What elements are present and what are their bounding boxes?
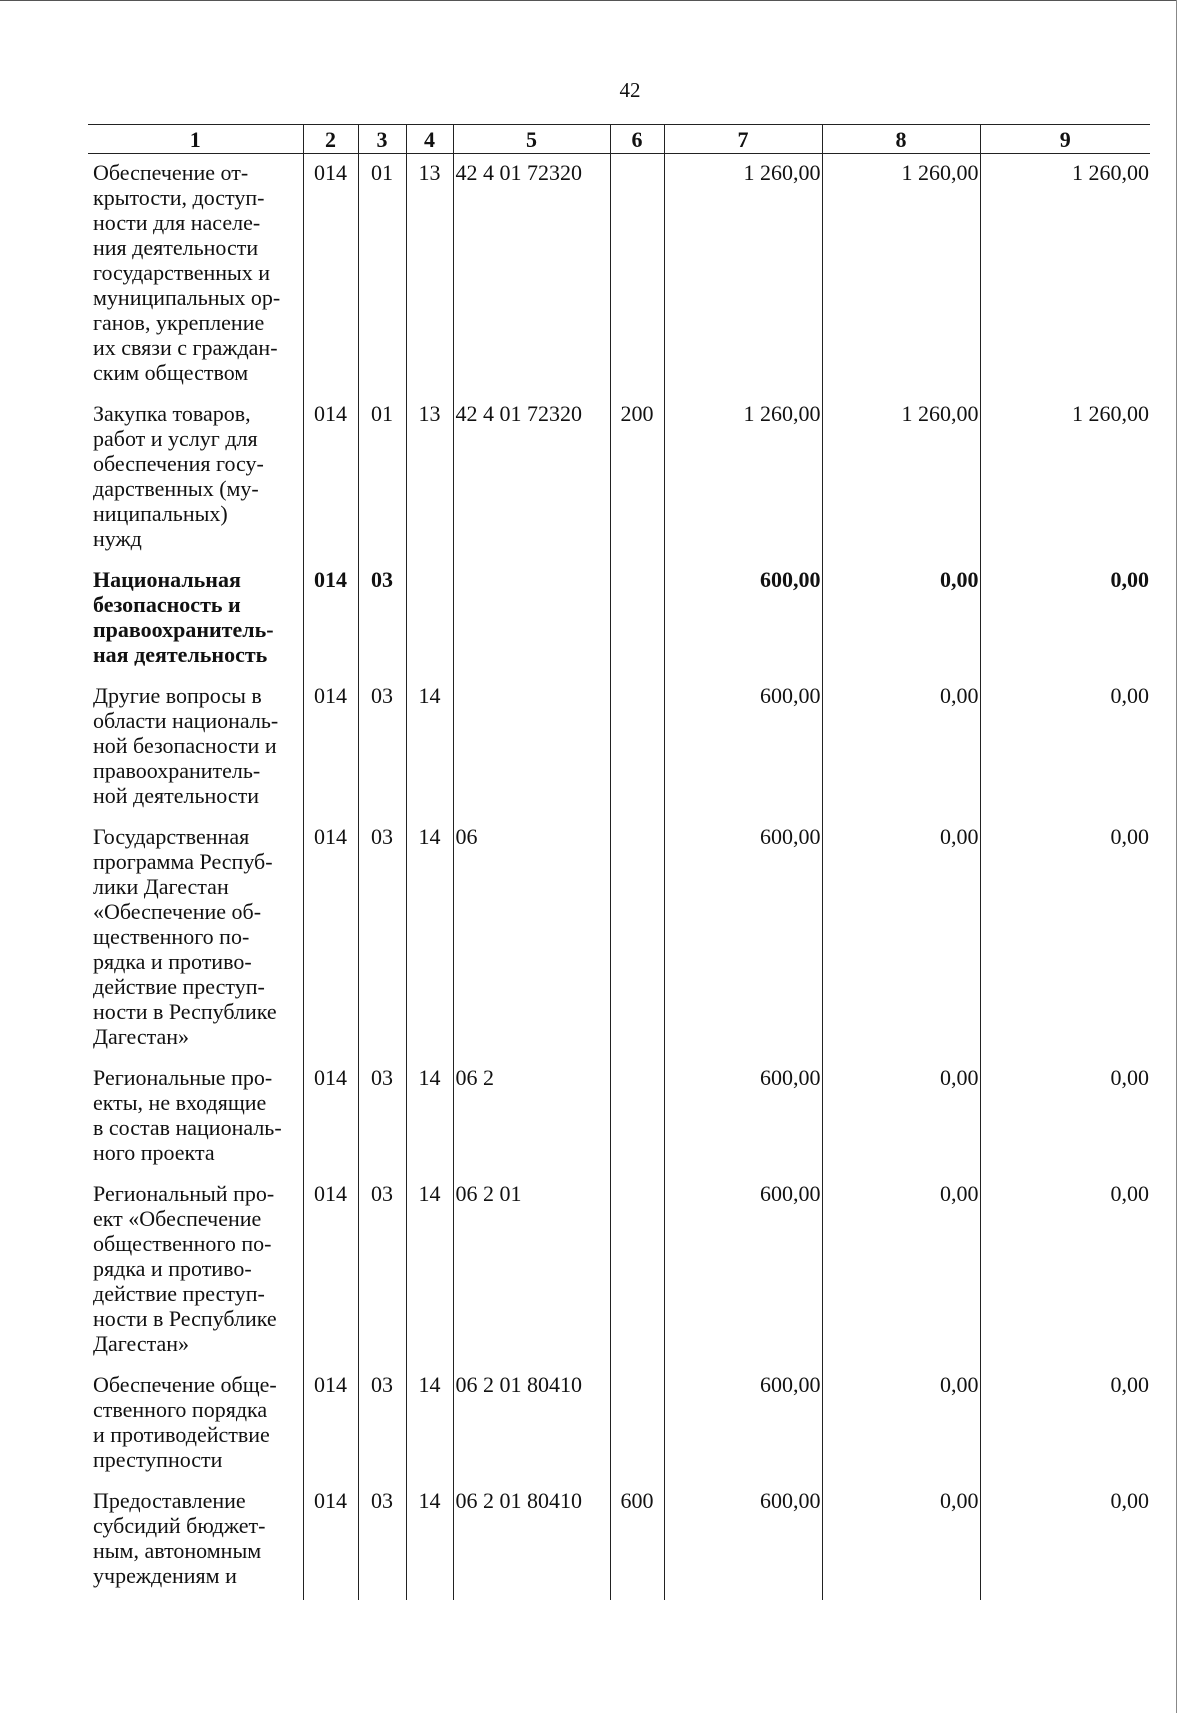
row-target-article-code: 06 2 (453, 1059, 610, 1175)
row-section-code: 01 (358, 154, 406, 396)
row-name: Обеспечение от- крытости, доступ- ности для населе- ния деятельности государственных и муниципальных ор- ганов, укрепление их связи с граждан- ским обществом (93, 160, 281, 385)
table-body (88, 154, 1150, 1601)
row-subsection-code: 14 (406, 818, 453, 1059)
header-col-7: 7 (664, 125, 822, 154)
row-expense-type-code (610, 1366, 664, 1482)
row-expense-type-code (610, 154, 664, 396)
row-grbs-code: 014 (303, 395, 358, 561)
row-amount-col-9: 0,00 (980, 1059, 1150, 1175)
row-section-code: 03 (358, 1482, 406, 1600)
table-row (88, 677, 1150, 818)
row-amount-col-8: 0,00 (822, 818, 980, 1059)
row-expense-type-code: 200 (610, 395, 664, 561)
row-expense-type-code (610, 677, 664, 818)
header-col-6: 6 (610, 125, 664, 154)
table-row (88, 818, 1150, 1059)
page-number: 42 (619, 78, 641, 102)
row-subsection-code: 13 (406, 154, 453, 396)
row-name: Региональный про- ект «Обеспечение общественного по- рядка и противо- действие преступ- ности в Республике Дагестан» (93, 1181, 277, 1356)
table-row (88, 395, 1150, 561)
row-subsection-code: 14 (406, 1059, 453, 1175)
row-grbs-code: 014 (303, 677, 358, 818)
page-edge-right (1176, 0, 1177, 1713)
row-expense-type-code (610, 1059, 664, 1175)
row-subsection-code: 14 (406, 1366, 453, 1482)
row-amount-col-9: 0,00 (980, 561, 1150, 677)
row-name: Предоставление субсидий бюджет- ным, автономным учреждениям и (93, 1488, 266, 1588)
header-col-1: 1 (88, 125, 303, 154)
row-amount-col-9: 0,00 (980, 818, 1150, 1059)
row-name: Другие вопросы в области националь- ной безопасности и правоохранитель- ной деятельности (93, 683, 279, 808)
row-grbs-code: 014 (303, 154, 358, 396)
row-name: Национальная безопасность и правоохранитель- ная деятельность (93, 567, 274, 667)
header-row (88, 125, 1150, 154)
row-target-article-code (453, 677, 610, 818)
row-amount-col-7: 1 260,00 (664, 154, 822, 396)
row-section-code: 03 (358, 1175, 406, 1366)
row-amount-col-7: 600,00 (664, 1366, 822, 1482)
row-name: Региональные про- екты, не входящие в состав националь- ного проекта (93, 1065, 282, 1165)
row-subsection-code: 14 (406, 677, 453, 818)
row-grbs-code: 014 (303, 561, 358, 677)
row-amount-col-8: 0,00 (822, 1175, 980, 1366)
row-amount-col-7: 1 260,00 (664, 395, 822, 561)
row-name: Закупка товаров, работ и услуг для обеспечения госу- дарственных (му- ниципальных) нужд (93, 401, 264, 551)
row-target-article-code: 06 2 01 (453, 1175, 610, 1366)
row-amount-col-8: 0,00 (822, 1366, 980, 1482)
row-amount-col-7: 600,00 (664, 561, 822, 677)
row-name: Обеспечение обще- ственного порядка и противодействие преступности (93, 1372, 277, 1472)
header-col-4: 4 (406, 125, 453, 154)
page-edge-top (0, 0, 1176, 1)
row-subsection-code: 14 (406, 1482, 453, 1600)
header-col-9: 9 (980, 125, 1150, 154)
table-row (88, 561, 1150, 677)
row-target-article-code: 06 2 01 80410 (453, 1482, 610, 1600)
table-row (88, 1482, 1150, 1600)
table-row (88, 1175, 1150, 1366)
row-grbs-code: 014 (303, 1059, 358, 1175)
row-amount-col-7: 600,00 (664, 677, 822, 818)
header-col-5: 5 (453, 125, 610, 154)
row-target-article-code (453, 561, 610, 677)
row-amount-col-8: 0,00 (822, 677, 980, 818)
table-row (88, 1366, 1150, 1482)
row-target-article-code: 06 2 01 80410 (453, 1366, 610, 1482)
header-col-3: 3 (358, 125, 406, 154)
row-section-code: 03 (358, 1366, 406, 1482)
row-section-code: 01 (358, 395, 406, 561)
row-target-article-code: 42 4 01 72320 (453, 154, 610, 396)
row-expense-type-code (610, 818, 664, 1059)
table-row (88, 154, 1150, 396)
row-name: Государственная программа Респуб- лики Дагестан «Обеспечение об- щественного по- рядка и противо- действие преступ- ности в Республике Дагестан» (93, 824, 277, 1049)
row-expense-type-code (610, 561, 664, 677)
row-amount-col-9: 0,00 (980, 1482, 1150, 1600)
row-expense-type-code: 600 (610, 1482, 664, 1600)
header-col-8: 8 (822, 125, 980, 154)
row-target-article-code: 06 (453, 818, 610, 1059)
budget-table (88, 124, 1150, 1600)
row-amount-col-9: 0,00 (980, 677, 1150, 818)
row-amount-col-7: 600,00 (664, 1059, 822, 1175)
table-header (88, 125, 1150, 154)
row-section-code: 03 (358, 677, 406, 818)
row-amount-col-8: 0,00 (822, 561, 980, 677)
row-subsection-code: 13 (406, 395, 453, 561)
row-section-code: 03 (358, 1059, 406, 1175)
row-target-article-code: 42 4 01 72320 (453, 395, 610, 561)
row-amount-col-8: 0,00 (822, 1059, 980, 1175)
row-amount-col-9: 0,00 (980, 1366, 1150, 1482)
row-amount-col-7: 600,00 (664, 1482, 822, 1600)
row-grbs-code: 014 (303, 1366, 358, 1482)
header-col-2: 2 (303, 125, 358, 154)
row-amount-col-9: 1 260,00 (980, 154, 1150, 396)
row-amount-col-7: 600,00 (664, 818, 822, 1059)
row-section-code: 03 (358, 561, 406, 677)
row-grbs-code: 014 (303, 818, 358, 1059)
row-section-code: 03 (358, 818, 406, 1059)
row-amount-col-8: 0,00 (822, 1482, 980, 1600)
row-grbs-code: 014 (303, 1175, 358, 1366)
row-subsection-code (406, 561, 453, 677)
row-expense-type-code (610, 1175, 664, 1366)
table-row (88, 1059, 1150, 1175)
row-amount-col-7: 600,00 (664, 1175, 822, 1366)
row-subsection-code: 14 (406, 1175, 453, 1366)
row-amount-col-8: 1 260,00 (822, 154, 980, 396)
row-grbs-code: 014 (303, 1482, 358, 1600)
row-amount-col-9: 0,00 (980, 1175, 1150, 1366)
row-amount-col-9: 1 260,00 (980, 395, 1150, 561)
row-amount-col-8: 1 260,00 (822, 395, 980, 561)
